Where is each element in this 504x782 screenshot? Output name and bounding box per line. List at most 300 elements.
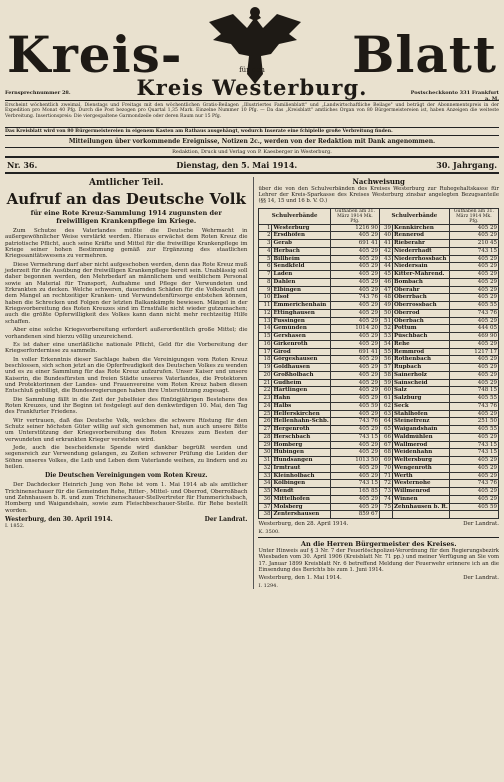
row-number: 58 xyxy=(380,371,393,379)
amount: 405 29 xyxy=(449,317,498,325)
amount: 405 29 xyxy=(449,495,498,503)
amount: 405 29 xyxy=(449,224,498,232)
masthead-subtitle: Kreis Westerburg. xyxy=(136,75,368,100)
amount: 405 29 xyxy=(330,387,379,395)
row-number: 47 xyxy=(380,286,393,294)
notice-ref: I. 1852. xyxy=(5,523,25,530)
amount: 405 29 xyxy=(330,317,379,325)
row-number: 14 xyxy=(259,325,272,333)
district-name: Kennkirchen xyxy=(393,224,450,232)
district-name: Molsberg xyxy=(272,503,330,511)
table-row xyxy=(259,433,499,441)
article-title: Aufruf an das Deutsche Volk xyxy=(6,190,246,208)
row-number: 8 xyxy=(259,278,272,286)
amount: 405 29 xyxy=(330,286,379,294)
district-name: Remmrod xyxy=(393,348,450,356)
district-name: Homberg xyxy=(272,441,330,449)
table-title: Nachweisung xyxy=(352,177,405,186)
district-name: Oberrbach xyxy=(393,294,450,302)
district-name: Niederrhossbach xyxy=(393,255,450,263)
row-number: 75 xyxy=(380,503,393,511)
district-name: Westernohe xyxy=(393,480,450,488)
district-name: Steinefrenz xyxy=(393,418,450,426)
masthead-title-left: Kreis- xyxy=(7,25,183,84)
district-name: Wallmerod xyxy=(393,441,450,449)
district-name: Rehe xyxy=(393,340,450,348)
row-number: 13 xyxy=(259,317,272,325)
amount: 405 29 xyxy=(449,371,498,379)
amount: 405 29 xyxy=(330,247,379,255)
district-name: Seck xyxy=(393,402,450,410)
row-number: 31 xyxy=(259,457,272,465)
amount: 444 05 xyxy=(449,325,498,333)
amount: 405 55 xyxy=(449,426,498,434)
amount: 405 29 xyxy=(330,379,379,387)
amount: 1216 90 xyxy=(330,224,379,232)
amount: 405 29 xyxy=(449,278,498,286)
amount: 469 90 xyxy=(449,333,498,341)
amount: 743 76 xyxy=(449,480,498,488)
amount: 405 29 xyxy=(330,364,379,372)
district-name: Irmtraut xyxy=(272,464,330,472)
masthead xyxy=(5,4,499,100)
amount: 405 29 xyxy=(330,426,379,434)
row-number: 64 xyxy=(380,418,393,426)
district-name: Großholbach xyxy=(272,371,330,379)
amount: 405 29 xyxy=(330,302,379,310)
paragraph: Diese Vermehrung darf aber nicht aufgeschoben werden, denn das Rote Kreuz muß jederzeit für die Ausübung der freiwilligen Krankenpflege bereit sein. Unablässig soll daher begonnen werden, den Mehrbedarf an männlichem und weiblichem Personal sowie an Material für Transport, Aufnahme und Pflege der Verwundeten und Erkrankten zu decken. Welche schweren, dauernden Schäden für die Volkskraft und dem Mangel an rechtzeitiger Kranken- und Verwundetenfürsorge entstehen können, haben die Schrecken und Folgen der letzten Balkankämpfe bewiesen. Mängel in der Kriegsvorbereitung des Roten Kreuzes sind im Ernstfalle nicht wieder gutzumachen; auch die größte Opferwilligkeit des Volkes kann dann nicht mehr rechtzeitig Hilfe schaffen. xyxy=(5,261,248,325)
amount: 405 29 xyxy=(449,232,498,240)
district-name: Zentershausen xyxy=(272,511,330,519)
district-name: Weidenhahn xyxy=(393,449,450,457)
district-name: Gemünden xyxy=(272,325,330,333)
row-number: 30 xyxy=(259,449,272,457)
article-subtitle: für eine Rote Kreuz-Sammlung 1914 zugunsten der freiwilligen Krankenpflege im Kriege. xyxy=(30,209,222,225)
row-number: 10 xyxy=(259,294,272,302)
district-name: Rieberahr xyxy=(393,240,450,248)
row-number: 24 xyxy=(259,402,272,410)
table-row xyxy=(259,247,499,255)
table-row xyxy=(259,294,499,302)
row-number: 20 xyxy=(259,371,272,379)
row-number: 67 xyxy=(380,441,393,449)
row-number: 57 xyxy=(380,364,393,372)
amount: 405 29 xyxy=(330,395,379,403)
table-body xyxy=(259,224,499,519)
table-row xyxy=(259,232,499,240)
row-number: 25 xyxy=(259,410,272,418)
row-number: 52 xyxy=(380,325,393,333)
district-name: Helferskirchen xyxy=(272,410,330,418)
columns xyxy=(5,177,499,589)
district-name: Laden xyxy=(272,271,330,279)
district-name: Oberahr xyxy=(393,286,450,294)
table-row xyxy=(259,449,499,457)
row-number: 21 xyxy=(259,379,272,387)
amount: 405 29 xyxy=(330,472,379,480)
amount: 743 76 xyxy=(449,402,498,410)
row-number: 40 xyxy=(380,232,393,240)
amount: 405 29 xyxy=(449,294,498,302)
district-name: Ettinghausen xyxy=(272,309,330,317)
district-name: Goldhausen xyxy=(272,364,330,372)
amount: 405 29 xyxy=(449,255,498,263)
amount: 405 29 xyxy=(330,495,379,503)
amount: 1014 20 xyxy=(330,325,379,333)
row-number: 65 xyxy=(380,426,393,434)
table-signer: Der Landrat. xyxy=(463,521,499,528)
row-number: 34 xyxy=(259,480,272,488)
row-number: 29 xyxy=(259,441,272,449)
amount: 405 29 xyxy=(330,441,379,449)
amount: 405 29 xyxy=(330,410,379,418)
volume-year: 30. Jahrgang. xyxy=(436,160,497,170)
district-name: Dahlen xyxy=(272,278,330,286)
school-district-table xyxy=(258,208,499,520)
amount: 405 29 xyxy=(330,340,379,348)
row-number: 18 xyxy=(259,356,272,364)
amount: 405 29 xyxy=(449,340,498,348)
district-name: Kleinholbach xyxy=(272,472,330,480)
article-body xyxy=(5,228,247,470)
district-name: Willmenrod xyxy=(393,488,450,496)
district-name: Werth xyxy=(393,472,450,480)
amount: 165 85 xyxy=(330,488,379,496)
row-number: 53 xyxy=(380,333,393,341)
table-row xyxy=(259,356,499,364)
amount: 405 29 xyxy=(449,286,498,294)
notice-date: Westerburg, den 30. April 1914. xyxy=(5,516,113,524)
district-name: Ersdhöfen xyxy=(272,232,330,240)
amount: 251 50 xyxy=(449,418,498,426)
district-name: Stahlhofen xyxy=(393,410,450,418)
amount: 405 29 xyxy=(449,472,498,480)
table-row xyxy=(259,224,499,232)
row-number: 45 xyxy=(380,271,393,279)
left-column xyxy=(5,177,247,589)
masthead-title-right: Blatt xyxy=(352,25,497,84)
amount-header-right: Guthaben am 31. März 1914 Mk. Pfg. xyxy=(449,208,498,224)
table-row xyxy=(259,364,499,372)
district-name: Püschbach xyxy=(393,333,450,341)
row-number: 26 xyxy=(259,418,272,426)
table-row xyxy=(259,464,499,472)
district-name: Sainscheid xyxy=(393,379,450,387)
row-number: 46 xyxy=(380,278,393,286)
mayors-notice xyxy=(258,537,499,589)
amount: 405 55 xyxy=(449,395,498,403)
phone-note: Fernsprechnummer 28. xyxy=(5,90,71,96)
row-number: 48 xyxy=(380,294,393,302)
row-number: 42 xyxy=(380,247,393,255)
col-header-right: Schulverbände xyxy=(380,208,450,224)
row-number: 39 xyxy=(380,224,393,232)
row-number: 3 xyxy=(259,240,272,248)
table-row xyxy=(259,317,499,325)
amount: 743 15 xyxy=(449,247,498,255)
mayors-notice-title: An die Herren Bürgermeister des Kreises. xyxy=(300,540,457,549)
row-number: 27 xyxy=(259,426,272,434)
table-row xyxy=(259,302,499,310)
amount: 405 55 xyxy=(449,302,498,310)
amount: 405 29 xyxy=(449,364,498,372)
row-number: 69 xyxy=(380,457,393,465)
table-row xyxy=(259,263,499,271)
district-name: Görgeshausen xyxy=(272,356,330,364)
row-number: 15 xyxy=(259,333,272,341)
row-number: 38 xyxy=(259,511,272,519)
row-number: 4 xyxy=(259,247,272,255)
table-row xyxy=(259,488,499,496)
table-row xyxy=(259,240,499,248)
paragraph: Aber eine solche Kriegsvorbereitung erfordert außerordentlich große Mittel; die vorhandenen sind hierzu völlig unzureichend. xyxy=(5,327,248,340)
district-name: Hundsangen xyxy=(272,457,330,465)
district-name: Gershasen xyxy=(272,333,330,341)
district-name: Kitter-Mährend. xyxy=(393,271,450,279)
row-number: 63 xyxy=(380,410,393,418)
notice-dateline xyxy=(5,516,247,523)
amount: 743 15 xyxy=(449,441,498,449)
table-row xyxy=(259,333,499,341)
row-number: 5 xyxy=(259,255,272,263)
amount: 405 29 xyxy=(449,457,498,465)
amount: 743 76 xyxy=(330,294,379,302)
section-heading: Amtlicher Teil. xyxy=(88,178,164,188)
row-number: 17 xyxy=(259,348,272,356)
row-number: 41 xyxy=(380,240,393,248)
row-number: 23 xyxy=(259,395,272,403)
district-name: Herschbach xyxy=(272,433,330,441)
masthead-fuer: für den xyxy=(239,66,265,74)
row-number: 12 xyxy=(259,309,272,317)
district-name: Halbs xyxy=(272,402,330,410)
amount: 405 29 xyxy=(330,371,379,379)
row-number: 22 xyxy=(259,387,272,395)
district-name: Salzburg xyxy=(393,395,450,403)
row-number: 6 xyxy=(259,263,272,271)
amount: 405 29 xyxy=(449,379,498,387)
amount: 748 15 xyxy=(449,387,498,395)
amount-header-left: Guthaben am 31. März 1914 Mk. Pfg. xyxy=(330,208,379,224)
table-row xyxy=(259,255,499,263)
table-row xyxy=(259,480,499,488)
mayors-notice-date: Westerburg, den 1. Mai 1914. xyxy=(258,574,342,581)
table-date: Westerburg, den 28. April 1914. xyxy=(258,521,349,528)
amount: 405 29 xyxy=(449,464,498,472)
amount: 405 29 xyxy=(330,271,379,279)
district-name: Gudheim xyxy=(272,379,330,387)
district-name: Emmerichenhain xyxy=(272,302,330,310)
amount: 743 76 xyxy=(449,309,498,317)
table-row xyxy=(259,348,499,356)
district-name: Niederrhadt xyxy=(393,247,450,255)
notice-signer: Der Landrat. xyxy=(204,516,248,524)
row-number: 33 xyxy=(259,472,272,480)
amount: 405 29 xyxy=(330,309,379,317)
district-name: Härtlingen xyxy=(272,387,330,395)
amount: 405 29 xyxy=(330,255,379,263)
district-name: Hübingen xyxy=(272,449,330,457)
row-number: 70 xyxy=(380,464,393,472)
row-number: 71 xyxy=(380,472,393,480)
row-number: 50 xyxy=(380,309,393,317)
table-description: über die von den Schulverbänden des Kreises Westerburg zur Ruhegehaltskasse für Lehrer der Kreis-Sparkasse des Kreises Westerburg zinsbar angelegten Bezugsanteile (§§ 14, 15 und 16 b. V. O.) xyxy=(258,186,499,205)
district-name: Hergenroth xyxy=(272,426,330,434)
amount: 405 59 xyxy=(330,402,379,410)
district-name: Rothenbach xyxy=(393,356,450,364)
district-name: Billheim xyxy=(272,255,330,263)
district-name: Winnen xyxy=(393,495,450,503)
row-number: 72 xyxy=(380,480,393,488)
district-name: Kölbingen xyxy=(272,480,330,488)
table-row xyxy=(259,418,499,426)
amount: 691 41 xyxy=(330,348,379,356)
table-dateline xyxy=(258,521,499,527)
row-number: 68 xyxy=(380,449,393,457)
paragraph: Die Sammlung fällt in die Zeit der Jubelfeier des fünfzigjährigen Bestehens des Roten Kreuzes, und ihr Beginn ist festgelegt auf den denkwürdigen 10. Mai, den Tag des Frankfurter Friedens. xyxy=(5,396,248,416)
notice-body xyxy=(5,482,247,514)
publisher-line: Redaktion, Druck und Verlag von P. Kaesberger in Westerburg. xyxy=(172,149,332,155)
dateline xyxy=(5,156,499,174)
row-number: 43 xyxy=(380,255,393,263)
paragraph: Der Dachdecker Heinrich Jung von Rehe ist vom 1. Mai 1914 ab als amtlicher Trichinenschauer für die Gemeinden Rehe, Ritter-, Mittel- und Oberrod, Oberroßbach und Zehnhausen b. R. und zum Trichinenschauer-Stellvertreter für Hummerichsbach, Homberg und Waigandshain, sowie zum Fleischbeschauer-Stelle. für Rehe bestellt worden. xyxy=(5,482,248,514)
district-name: Westerburg xyxy=(272,224,330,232)
row-number: 19 xyxy=(259,364,272,372)
table-row xyxy=(259,387,499,395)
paragraph: Jede, auch die bescheidenste Spende wird dankbar begrüßt werden und segensreich zur Verwendung gelangen, zu Zeiten schwerer Prüfung die Leiden der Söhne unseres Volkes, die Leib und Leben dem Vaterlande weihen, zu lindern und zu heilen. xyxy=(5,445,248,471)
issue-number: Nr. 36. xyxy=(7,160,38,170)
article-signature: Die Deutschen Vereinigungen vom Roten Kreuz. xyxy=(45,472,208,480)
table-row xyxy=(259,379,499,387)
amount: 1013 50 xyxy=(330,457,379,465)
row-number: 59 xyxy=(380,379,393,387)
amount: 405 59 xyxy=(449,503,498,511)
amount: 405 29 xyxy=(330,356,379,364)
district-name: Waldmühlen xyxy=(393,433,450,441)
mayors-notice-signer: Der Landrat. xyxy=(463,574,499,581)
row-number: 9 xyxy=(259,286,272,294)
row-number: 28 xyxy=(259,433,272,441)
amount: 743 76 xyxy=(330,418,379,426)
district-name: Oberrod xyxy=(393,309,450,317)
amount: 743 15 xyxy=(330,480,379,488)
amount: 743 15 xyxy=(330,433,379,441)
amount: 405 29 xyxy=(449,356,498,364)
amount: 405 29 xyxy=(330,263,379,271)
table-row xyxy=(259,503,499,511)
amount: 405 29 xyxy=(330,464,379,472)
table-row xyxy=(259,371,499,379)
district-name: Salz xyxy=(393,387,450,395)
row-number: 37 xyxy=(259,503,272,511)
row-number: 60 xyxy=(380,387,393,395)
table-row xyxy=(259,340,499,348)
row-number: 74 xyxy=(380,495,393,503)
row-number: 36 xyxy=(259,495,272,503)
row-number: 16 xyxy=(259,340,272,348)
amount: 405 29 xyxy=(330,503,379,511)
subscription-info: Erscheint wöchentlich zweimal, Dienstags und Freitags mit den wöchentlichen Gratis-Beilagen „Illustriertes Familienblatt" und „Landwirtschaftliche Beilage" und beträgt der Abonnementspreis in der Expedition pro Monat 40 Pfg. Durch die Post bezogen pro Quartal 1,35 Mark. Einzelne Nummer 10 Pfg. — Da das „Kreisblatt" amtliches Organ von 80 Bürgermeistereien ist, haben Anzeigen die weiteste Verbreitung. Insertionspreis: Die viergespaltene Garmondzeile oder deren Raum nur 15 Pfg. xyxy=(5,100,499,127)
distribution-notice: Das Kreisblatt wird von 80 Bürgermeistereien in eigenem Kasten am Rathaus ausgehängt, wodurch Inserate eine fchipielle große Verbreitung finden. xyxy=(5,127,499,135)
row-number: 44 xyxy=(380,263,393,271)
table-row xyxy=(259,325,499,333)
amount: 210 45 xyxy=(449,240,498,248)
row-number: 2 xyxy=(259,232,272,240)
amount: 405 29 xyxy=(330,449,379,457)
row-number: 62 xyxy=(380,402,393,410)
mayors-notice-text: Unter Hinweis auf § 3 Nr. 7 der Feuerlöschpolizei-Verordnung für den Regierungsbezirk Wiesbaden vom 30. April 1906 (Kreisblatt Nr. 71 pp.) und meiner Verfügung an Sie vom 17. Januar 1899 Kreisblatt Nr. 6 betreffend Meldung der Feuerwehr erinnere ich an die Einsendung des Berichts bis zum 1. Juni 1914. xyxy=(258,548,499,573)
district-name: Girod xyxy=(272,348,330,356)
row-number: 51 xyxy=(380,317,393,325)
district-name: Pottum xyxy=(393,325,450,333)
table-row xyxy=(259,441,499,449)
district-name: Fussingen xyxy=(272,317,330,325)
table-row xyxy=(259,511,499,519)
district-name: Rupbach xyxy=(393,364,450,372)
amount: 405 29 xyxy=(330,232,379,240)
district-name: Mittelhofen xyxy=(272,495,330,503)
amount: 405 29 xyxy=(449,263,498,271)
district-name: Hellenhahn-Schb. xyxy=(273,418,329,425)
row-number: 55 xyxy=(380,348,393,356)
row-number: 49 xyxy=(380,302,393,310)
district-name: Niedersain xyxy=(393,263,450,271)
district-name: Oberbach xyxy=(393,317,450,325)
district-name: Herbach xyxy=(272,247,330,255)
table-row xyxy=(259,410,499,418)
paragraph: In voller Erkenntnis dieser Sachlage haben die Vereinigungen vom Roten Kreuz beschlossen, sich schon jetzt an die Opferfreudigkeit des Deutschen Volkes zu wenden und es zu einer Sammlung für das Rote Kreuz aufzurufen. Unser Kaiser und unsere Kaiserin, die Bundesfürsten und freien Städte unseres Vaterlandes, die Protektoren und Protektorinnen der Landes- und Frauenvereine vom Roten Kreuz haben diesen Entschluß gebilligt, die Bundesregierungen haben ihre Unterstützung zugesagt. xyxy=(5,356,248,395)
district-name: Rennerod xyxy=(393,232,450,240)
table-row xyxy=(259,426,499,434)
table-row xyxy=(259,309,499,317)
district-name xyxy=(393,511,450,519)
table-row xyxy=(259,278,499,286)
row-number: 1 xyxy=(259,224,272,232)
paragraph: Wir vertrauen, daß das Deutsche Volk, welches die schwere Rüstung für den Schutz seiner höchsten Güter willig auf sich genommen hat, nun auch unsere Bitte um Unterstützung der Kriegsvorbereitung des Roten Kreuzes zum Besten der verwundeten und erkrankten Krieger verstehen wird. xyxy=(5,417,248,443)
paragraph: Zum Schutze des Vaterlandes müßte die Deutsche Wehrmacht in außergewöhnlicher Weise verstärkt werden. Hieraus erwächst dem Roten Kreuz die patriotische Pflicht, auch seine Kräfte und Mittel für die freiwillige Krankenpflege im Kriege seiner hohen Bestimmung gemäß zur Ergänzung des staatlichen Kriegssanitätswesens zu vermehren. xyxy=(5,228,248,260)
amount: 405 29 xyxy=(449,433,498,441)
row-number: 61 xyxy=(380,395,393,403)
district-name: Zehnhausen b. R. xyxy=(394,503,448,510)
amount: 405 29 xyxy=(449,410,498,418)
col-header-left: Schulverbände xyxy=(259,208,330,224)
amount: 405 29 xyxy=(449,271,498,279)
table-row xyxy=(259,457,499,465)
district-name: Elbingen xyxy=(272,286,330,294)
issue-date: Dienstag, den 5. Mai 1914. xyxy=(176,160,298,170)
table-row xyxy=(259,395,499,403)
row-number: 56 xyxy=(380,356,393,364)
table-row xyxy=(259,271,499,279)
table-row xyxy=(259,402,499,410)
district-name: Elsof xyxy=(272,294,330,302)
district-name: Sendkfeld xyxy=(272,263,330,271)
mayors-notice-dateline xyxy=(258,575,499,581)
amount: 405 29 xyxy=(330,333,379,341)
district-name: Mendt xyxy=(272,488,330,496)
district-name: Girkenroth xyxy=(272,340,330,348)
amount: 405 29 xyxy=(330,278,379,286)
row-number: 66 xyxy=(380,433,393,441)
district-name: Oberrossbach xyxy=(393,302,450,310)
amount: 691 41 xyxy=(330,240,379,248)
amount: 1217 17 xyxy=(449,348,498,356)
row-number: 35 xyxy=(259,488,272,496)
district-name: Waigandshain xyxy=(393,426,450,434)
mayors-notice-ref: I. 1294. xyxy=(258,582,278,589)
district-name: Gerab xyxy=(272,240,330,248)
amount: 743 15 xyxy=(449,449,498,457)
